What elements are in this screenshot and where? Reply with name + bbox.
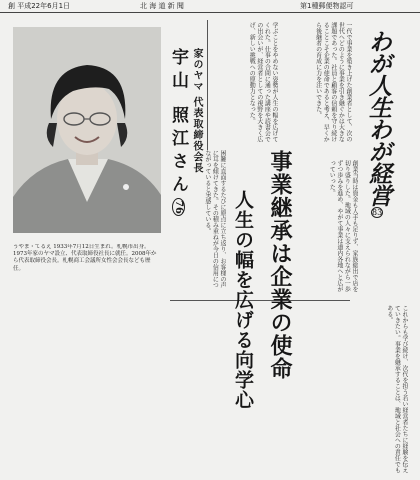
body-text-upper-left: 学ぶことをやめない姿勢が人生の幅を広げてくれた。仕事の合間に通った講座や読書会での出会いが、経営者としての視野を大きく広げ、新しい挑戦への原動力となった。 (248, 22, 278, 142)
masthead-paper-name: 北 海 道 新 聞 (140, 2, 184, 10)
body-text-lower-c: これからも学び続け、次代を担う若い経営者たちに経験を伝えていきたい。事業を継承することは、地域と社会への責任でもある。 (385, 305, 408, 473)
portrait-photo (13, 27, 161, 233)
series-title: わが人生わが経営 (365, 30, 391, 206)
age-badge: 76 (173, 199, 184, 214)
headline: 事業継承は企業の使命 (267, 150, 293, 380)
masthead-postal-note: 第1種郵便物認可 (300, 2, 354, 10)
body-text-lower-b: 困難に直面するたびに原点に立ち返り、お客様の声に耳を傾けてきた。その積み重ねが今日の信用につながっていると実感している。 (203, 150, 226, 288)
section-divider (170, 300, 350, 301)
body-text-upper-right: 一代で事業を築き上げた創業者として、次の世代へどのように事業を引き継ぐかは大きな課題であった。社員と顧客の信頼を守り続けることこそ企業の使命であると考え、早くから後継者の育成に力を注いできた。 (314, 22, 352, 142)
person-name-text: 宇山 照江さん (168, 48, 188, 198)
subheadline: 人生の幅を広げる向学心 (232, 190, 254, 410)
company-title: 家のヤマ 代表取締役会長 (191, 48, 202, 174)
body-text-lower-a: 創業当時は資金も人手も足りず、家族総出で店を切り盛りした。地域の人々に支えられながら一歩ずつ歩みを進め、やがて事業は道内各地へと広がっていった。 (328, 160, 358, 292)
photo-caption: うやま・てるえ 1933年7月12日生まれ。札幌市出身。1973年家のヤマ設立、代表取締役社長に就任。2008年から代表取締役会長。札幌商工会議所女性会会長なども歴任。 (13, 244, 157, 272)
masthead-date: 創 平成22年6月1日 (8, 2, 71, 10)
series-number: 83 (372, 208, 383, 217)
masthead (0, 0, 420, 13)
column-divider (207, 20, 208, 150)
